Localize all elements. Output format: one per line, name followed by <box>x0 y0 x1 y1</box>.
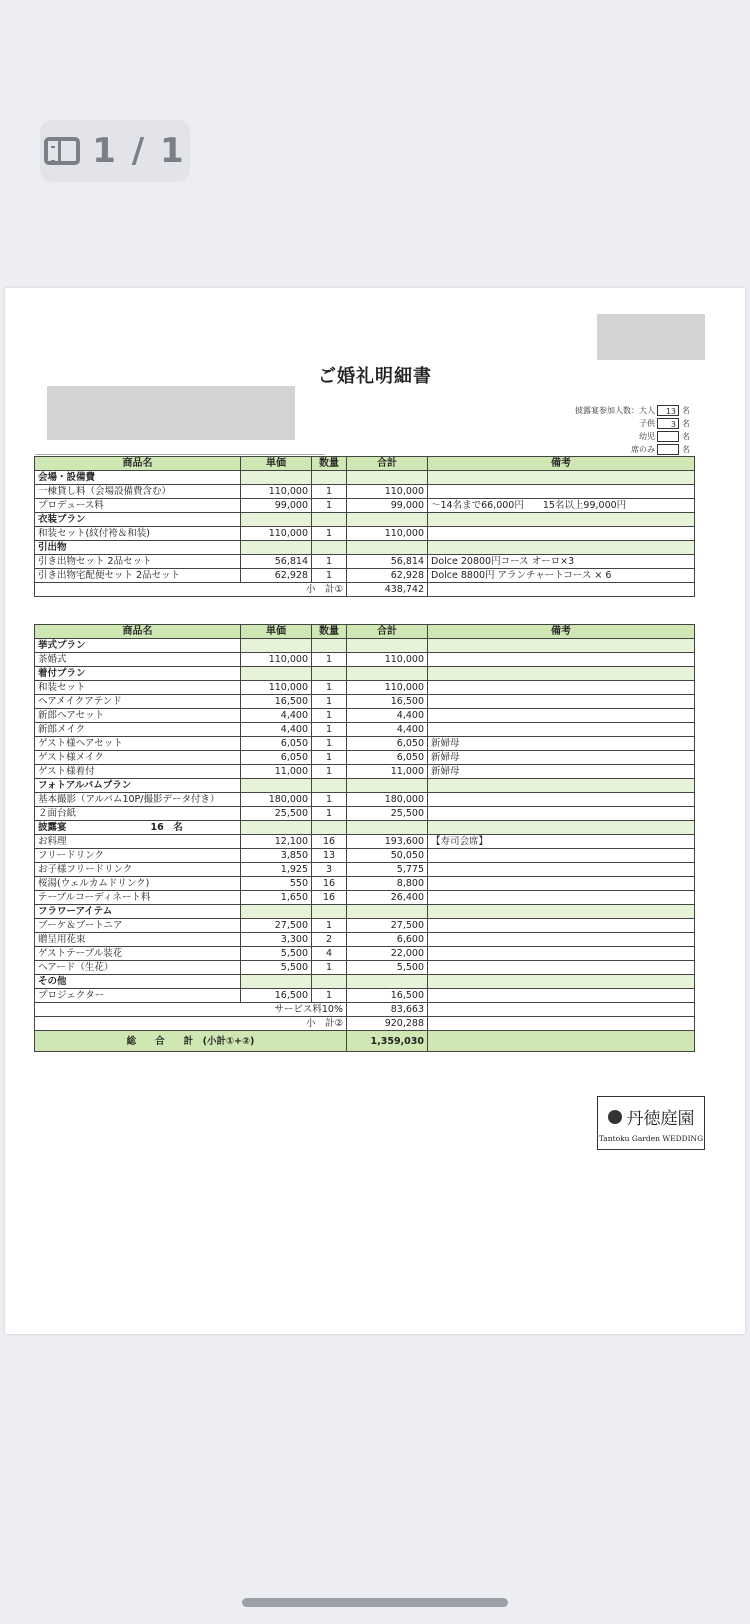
item-note <box>428 527 695 541</box>
document-title: ご婚礼明細書 <box>318 366 432 387</box>
category-name <box>35 975 241 989</box>
item-note: Dolce 8800円 アランチャートコース × 6 <box>428 569 695 583</box>
category-name <box>35 541 241 555</box>
category-name <box>35 779 241 793</box>
item-total: 25,500 <box>347 807 428 821</box>
item-name: 新郎メイク <box>35 723 241 737</box>
table-row <box>35 961 695 975</box>
service-fee-label: サービス料10% <box>35 1003 347 1017</box>
item-total: 110,000 <box>347 681 428 695</box>
category-fill <box>428 905 695 919</box>
table-row <box>35 569 695 583</box>
item-qty: 1 <box>312 793 347 807</box>
guest-count-row <box>565 404 690 417</box>
category-fill <box>347 667 428 681</box>
home-indicator[interactable] <box>242 1598 508 1607</box>
guest-count-label: 席のみ <box>631 445 655 454</box>
category-fill <box>241 779 312 793</box>
item-note <box>428 863 695 877</box>
category-fill <box>241 821 312 835</box>
item-unit-price: 6,050 <box>241 737 312 751</box>
redacted-block <box>597 314 705 360</box>
category-label: 衣装プラン <box>38 514 86 525</box>
item-name: ゲストテーブル装花 <box>35 947 241 961</box>
item-total: 110,000 <box>347 653 428 667</box>
item-note <box>428 947 695 961</box>
category-fill <box>428 513 695 527</box>
item-total: 16,500 <box>347 989 428 1003</box>
item-qty: 1 <box>312 499 347 513</box>
item-note: 新婦母 <box>428 765 695 779</box>
guest-count-value <box>657 444 679 455</box>
header-note: 備考 <box>428 457 695 471</box>
item-name: 引き出物セット 2品セット <box>35 555 241 569</box>
category-fill <box>347 975 428 989</box>
item-unit-price: 27,500 <box>241 919 312 933</box>
table-row <box>35 555 695 569</box>
redacted-customer-name <box>47 386 295 440</box>
guest-count-value: 3 <box>657 418 679 429</box>
table-row <box>35 527 695 541</box>
item-unit-price: 3,300 <box>241 933 312 947</box>
grand-total-blank <box>428 1031 695 1052</box>
invoice-table-1 <box>34 456 695 597</box>
guest-count-unit: 名 <box>682 419 690 428</box>
category-fill <box>347 471 428 485</box>
item-total: 4,400 <box>347 723 428 737</box>
item-unit-price: 550 <box>241 877 312 891</box>
item-total: 193,600 <box>347 835 428 849</box>
item-note <box>428 961 695 975</box>
item-total: 99,000 <box>347 499 428 513</box>
item-note: Dolce 20800円コース オーロ×3 <box>428 555 695 569</box>
category-row <box>35 821 695 835</box>
item-total: 5,775 <box>347 863 428 877</box>
item-qty: 2 <box>312 933 347 947</box>
item-qty: 1 <box>312 527 347 541</box>
table-row <box>35 835 695 849</box>
subtotal-2-value: 920,288 <box>347 1017 428 1031</box>
table-row <box>35 681 695 695</box>
item-note <box>428 793 695 807</box>
category-fill <box>312 471 347 485</box>
category-name <box>35 821 241 835</box>
item-total: 110,000 <box>347 485 428 499</box>
category-fill <box>241 975 312 989</box>
category-row <box>35 541 695 555</box>
table-row <box>35 989 695 1003</box>
service-fee <box>35 1003 695 1017</box>
header-note: 備考 <box>428 625 695 639</box>
guest-count-row <box>565 430 690 443</box>
item-note <box>428 933 695 947</box>
category-fill <box>312 975 347 989</box>
header-unit-price: 単価 <box>241 457 312 471</box>
category-name <box>35 471 241 485</box>
item-unit-price: 16,500 <box>241 989 312 1003</box>
subtotal-1 <box>35 583 695 597</box>
item-name: お子様フリードリンク <box>35 863 241 877</box>
item-qty: 3 <box>312 863 347 877</box>
category-fill <box>312 541 347 555</box>
grand-total-value: 1,359,030 <box>347 1031 428 1052</box>
item-name: 桜湯(ウェルカムドリンク) <box>35 877 241 891</box>
category-label: その他 <box>38 976 67 987</box>
item-note: ～14名まで66,000円 15名以上99,000円 <box>428 499 695 513</box>
category-row <box>35 513 695 527</box>
item-qty: 1 <box>312 961 347 975</box>
category-fill <box>428 975 695 989</box>
item-qty: 1 <box>312 989 347 1003</box>
item-name: テーブルコーディネート料 <box>35 891 241 905</box>
item-note <box>428 891 695 905</box>
item-unit-price: 4,400 <box>241 723 312 737</box>
item-unit-price: 11,000 <box>241 765 312 779</box>
category-fill <box>428 471 695 485</box>
category-fill <box>428 541 695 555</box>
item-total: 110,000 <box>347 527 428 541</box>
item-qty: 1 <box>312 751 347 765</box>
item-note <box>428 989 695 1003</box>
item-total: 4,400 <box>347 709 428 723</box>
header-qty: 数量 <box>312 625 347 639</box>
service-fee-value: 83,663 <box>347 1003 428 1017</box>
item-name: 茶婚式 <box>35 653 241 667</box>
item-name: ヘアード（生花） <box>35 961 241 975</box>
item-name: 基本撮影（アルバム10P/撮影データ付き） <box>35 793 241 807</box>
item-qty: 1 <box>312 555 347 569</box>
item-qty: 16 <box>312 835 347 849</box>
category-name <box>35 639 241 653</box>
category-fill <box>347 639 428 653</box>
item-unit-price: 110,000 <box>241 681 312 695</box>
document-pages-icon <box>44 137 80 165</box>
item-unit-price: 12,100 <box>241 835 312 849</box>
item-unit-price: 99,000 <box>241 499 312 513</box>
item-note <box>428 807 695 821</box>
item-unit-price: 5,500 <box>241 961 312 975</box>
subtotal-2-blank <box>428 1017 695 1031</box>
category-fill <box>241 471 312 485</box>
item-name: フリードリンク <box>35 849 241 863</box>
item-total: 22,000 <box>347 947 428 961</box>
item-qty: 1 <box>312 569 347 583</box>
category-fill <box>241 541 312 555</box>
item-qty: 4 <box>312 947 347 961</box>
item-total: 8,800 <box>347 877 428 891</box>
invoice-table-2 <box>34 624 695 1052</box>
item-unit-price: 16,500 <box>241 695 312 709</box>
category-fill <box>347 905 428 919</box>
table-row <box>35 849 695 863</box>
category-label: フォトアルバムプラン <box>38 780 132 791</box>
item-name: ゲスト様ヘアセット <box>35 737 241 751</box>
item-unit-price: 62,928 <box>241 569 312 583</box>
item-qty: 1 <box>312 919 347 933</box>
item-unit-price: 56,814 <box>241 555 312 569</box>
subtotal-2-label: 小 計② <box>35 1017 347 1031</box>
category-fill <box>312 821 347 835</box>
grand-total <box>35 1031 695 1052</box>
header-unit-price: 単価 <box>241 625 312 639</box>
table-row <box>35 695 695 709</box>
item-qty: 1 <box>312 709 347 723</box>
category-fill <box>241 905 312 919</box>
category-fill <box>241 513 312 527</box>
category-row <box>35 471 695 485</box>
item-name: 贈呈用花束 <box>35 933 241 947</box>
header-total: 合計 <box>347 457 428 471</box>
subtotal-1-blank <box>428 583 695 597</box>
item-name: ゲスト様メイク <box>35 751 241 765</box>
item-note <box>428 723 695 737</box>
table-row <box>35 919 695 933</box>
item-note <box>428 849 695 863</box>
category-name <box>35 905 241 919</box>
table-row <box>35 933 695 947</box>
category-label: 引出物 <box>38 542 67 553</box>
category-row <box>35 975 695 989</box>
guest-count-value <box>657 431 679 442</box>
subtotal-1-label: 小 計① <box>35 583 347 597</box>
category-fill <box>241 639 312 653</box>
category-label: 会場・設備費 <box>38 472 96 483</box>
guest-count-label: 披露宴参加人数：大人 <box>575 406 655 415</box>
category-fill <box>428 639 695 653</box>
category-fill <box>428 779 695 793</box>
category-extra: 16 名 <box>150 822 183 833</box>
logo-kanji: 丹徳庭園 <box>626 1109 695 1129</box>
item-total: 62,928 <box>347 569 428 583</box>
item-total: 26,400 <box>347 891 428 905</box>
item-qty: 1 <box>312 485 347 499</box>
item-qty: 13 <box>312 849 347 863</box>
item-total: 11,000 <box>347 765 428 779</box>
table-row <box>35 891 695 905</box>
item-note <box>428 919 695 933</box>
item-unit-price: 110,000 <box>241 653 312 667</box>
name-underline <box>35 454 325 455</box>
item-unit-price: 25,500 <box>241 807 312 821</box>
guest-count-label: 幼児 <box>639 432 655 441</box>
category-label: 挙式プラン <box>38 640 86 651</box>
item-name: 引き出物宅配便セット 2品セット <box>35 569 241 583</box>
item-name: プロジェクター <box>35 989 241 1003</box>
item-qty: 1 <box>312 765 347 779</box>
guest-count-label: 子供 <box>639 419 655 428</box>
item-note: 新婦母 <box>428 737 695 751</box>
table-row <box>35 653 695 667</box>
category-fill <box>347 513 428 527</box>
category-row <box>35 639 695 653</box>
item-qty: 16 <box>312 891 347 905</box>
table-row <box>35 723 695 737</box>
category-name <box>35 513 241 527</box>
guest-count-unit: 名 <box>682 432 690 441</box>
table-row <box>35 793 695 807</box>
category-row <box>35 905 695 919</box>
table-row <box>35 737 695 751</box>
item-name: ２面台紙 <box>35 807 241 821</box>
table-row <box>35 947 695 961</box>
item-name: 和装セット(紋付袴＆和装) <box>35 527 241 541</box>
item-note <box>428 877 695 891</box>
item-unit-price: 1,925 <box>241 863 312 877</box>
category-fill <box>312 905 347 919</box>
item-name: ゲスト様着付 <box>35 765 241 779</box>
item-total: 5,500 <box>347 961 428 975</box>
item-name: 新郎ヘアセット <box>35 709 241 723</box>
item-unit-price: 1,650 <box>241 891 312 905</box>
item-total: 180,000 <box>347 793 428 807</box>
table-row <box>35 751 695 765</box>
item-unit-price: 4,400 <box>241 709 312 723</box>
category-row <box>35 779 695 793</box>
table-row <box>35 709 695 723</box>
item-note <box>428 485 695 499</box>
category-fill <box>241 667 312 681</box>
venue-logo <box>597 1096 705 1150</box>
item-qty: 1 <box>312 681 347 695</box>
category-fill <box>428 821 695 835</box>
logo-subtitle: Tantoku Garden WEDDING <box>598 1134 704 1143</box>
subtotal-1-value: 438,742 <box>347 583 428 597</box>
category-fill <box>312 513 347 527</box>
table-row <box>35 863 695 877</box>
item-qty: 1 <box>312 723 347 737</box>
document-page <box>5 288 745 1334</box>
category-label: 披露宴 <box>38 822 67 833</box>
item-total: 50,050 <box>347 849 428 863</box>
logo-emblem-icon <box>608 1110 622 1124</box>
item-total: 16,500 <box>347 695 428 709</box>
item-qty: 16 <box>312 877 347 891</box>
page-indicator[interactable] <box>40 120 190 182</box>
header-name: 商品名 <box>35 625 241 639</box>
header-qty: 数量 <box>312 457 347 471</box>
item-total: 56,814 <box>347 555 428 569</box>
category-fill <box>347 821 428 835</box>
guest-count-row <box>565 417 690 430</box>
item-qty: 1 <box>312 653 347 667</box>
table-row <box>35 499 695 513</box>
table-row <box>35 877 695 891</box>
item-qty: 1 <box>312 695 347 709</box>
item-note <box>428 709 695 723</box>
page-count: 1 / 1 <box>92 131 186 171</box>
category-fill <box>312 667 347 681</box>
item-note: 【寿司会席】 <box>428 835 695 849</box>
guest-count-row <box>565 443 690 456</box>
item-unit-price: 110,000 <box>241 527 312 541</box>
item-note: 新婦母 <box>428 751 695 765</box>
category-fill <box>312 639 347 653</box>
category-fill <box>428 667 695 681</box>
item-total: 6,050 <box>347 751 428 765</box>
service-fee-blank <box>428 1003 695 1017</box>
category-name <box>35 667 241 681</box>
item-unit-price: 6,050 <box>241 751 312 765</box>
table-row <box>35 485 695 499</box>
item-note <box>428 695 695 709</box>
guest-count-value: 13 <box>657 405 679 416</box>
item-name: 一棟貸し料（会場設備費含む） <box>35 485 241 499</box>
item-name: ヘアメイクアテンド <box>35 695 241 709</box>
table-row <box>35 765 695 779</box>
item-qty: 1 <box>312 807 347 821</box>
item-name: ブーケ＆ブートニア <box>35 919 241 933</box>
grand-total-label: 総 合 計 (小計①+②) <box>35 1031 347 1052</box>
item-total: 6,600 <box>347 933 428 947</box>
item-unit-price: 5,500 <box>241 947 312 961</box>
item-note <box>428 653 695 667</box>
item-unit-price: 110,000 <box>241 485 312 499</box>
guest-count-unit: 名 <box>682 445 690 454</box>
category-fill <box>347 779 428 793</box>
item-name: プロデュース料 <box>35 499 241 513</box>
item-qty: 1 <box>312 737 347 751</box>
header-name: 商品名 <box>35 457 241 471</box>
item-name: お料理 <box>35 835 241 849</box>
item-unit-price: 180,000 <box>241 793 312 807</box>
guest-count-unit: 名 <box>682 406 690 415</box>
item-note <box>428 681 695 695</box>
header-total: 合計 <box>347 625 428 639</box>
subtotal-2 <box>35 1017 695 1031</box>
table-row <box>35 807 695 821</box>
category-label: 着付プラン <box>38 668 86 679</box>
category-row <box>35 667 695 681</box>
item-unit-price: 3,850 <box>241 849 312 863</box>
category-fill <box>312 779 347 793</box>
category-fill <box>347 541 428 555</box>
item-total: 6,050 <box>347 737 428 751</box>
category-label: フラワーアイテム <box>38 906 113 917</box>
item-total: 27,500 <box>347 919 428 933</box>
item-name: 和装セット <box>35 681 241 695</box>
